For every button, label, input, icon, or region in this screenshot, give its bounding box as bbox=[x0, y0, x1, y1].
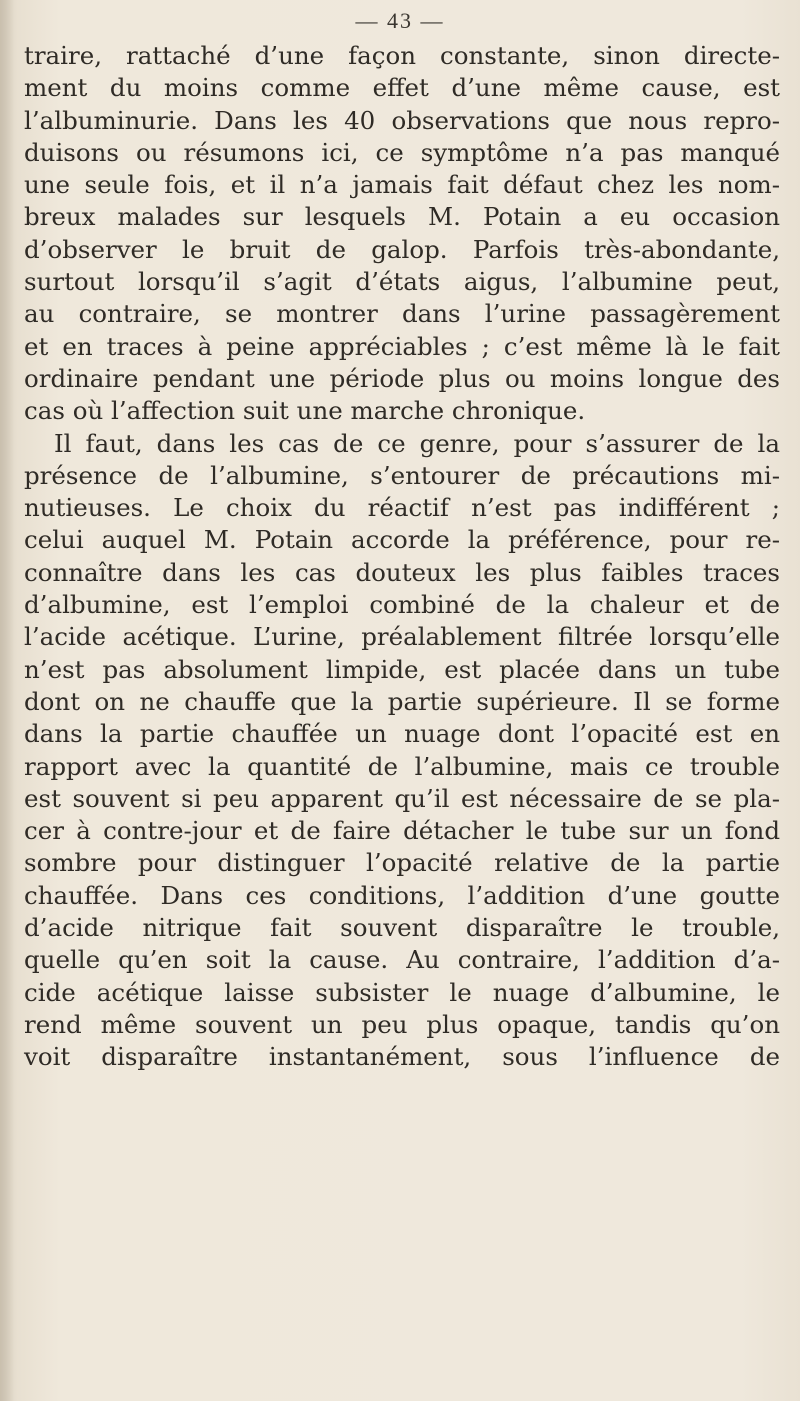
text-line: sombre pour distinguer l’opacité relative de la partie bbox=[24, 848, 780, 878]
text-line: dans la partie chauffée un nuage dont l’opacité est en bbox=[24, 719, 780, 749]
text-line: cide acétique laisse subsister le nuage d’albumine, le bbox=[24, 977, 780, 1007]
text-line: présence de l’albumine, s’entourer de précautions mi- bbox=[24, 460, 780, 490]
page-number: — 43 — bbox=[355, 8, 445, 33]
text-line: n’est pas absolument limpide, est placée dans un tube bbox=[24, 654, 780, 684]
text-line: duisons ou résumons ici, ce symptôme n’a pas manqué bbox=[24, 137, 780, 167]
text-line: au contraire, se montrer dans l’urine passagèrement bbox=[24, 299, 780, 329]
text-line: l’acide acétique. L’urine, préalablement filtrée lorsqu’elle bbox=[24, 622, 780, 652]
text-line: ordinaire pendant une période plus ou moins longue des bbox=[24, 363, 780, 393]
text-line: d’observer le bruit de galop. Parfois très-abondante, bbox=[24, 234, 780, 264]
text-line: celui auquel M. Potain accorde la préférence, pour re- bbox=[24, 525, 780, 555]
text-line: breux malades sur lesquels M. Potain a eu occasion bbox=[24, 202, 780, 232]
paragraph-2 bbox=[24, 428, 780, 1074]
text-line: rend même souvent un peu plus opaque, tandis qu’on bbox=[24, 1009, 780, 1039]
body-text bbox=[24, 40, 780, 1074]
text-line: d’albumine, est l’emploi combiné de la chaleur et de bbox=[24, 590, 780, 620]
text-line: quelle qu’en soit la cause. Au contraire, l’addition d’a- bbox=[24, 945, 780, 975]
text-line: dont on ne chauffe que la partie supérieure. Il se forme bbox=[24, 686, 780, 716]
binding-shadow bbox=[0, 0, 14, 1401]
text-line: cer à contre-jour et de faire détacher le tube sur un fond bbox=[24, 816, 780, 846]
text-line: ment du moins comme effet d’une même cause, est bbox=[24, 73, 780, 103]
text-line: surtout lorsqu’il s’agit d’états aigus, l’albumine peut, bbox=[24, 267, 780, 297]
text-line: voit disparaître instantanément, sous l’influence de bbox=[24, 1042, 780, 1072]
text-line: connaître dans les cas douteux les plus faibles traces bbox=[24, 557, 780, 587]
text-line: l’albuminurie. Dans les 40 observations que nous repro- bbox=[24, 105, 780, 135]
text-line: chauffée. Dans ces conditions, l’addition d’une goutte bbox=[24, 880, 780, 910]
text-line: une seule fois, et il n’a jamais fait défaut chez les nom- bbox=[24, 170, 780, 200]
text-line: est souvent si peu apparent qu’il est nécessaire de se pla- bbox=[24, 783, 780, 813]
text-line: rapport avec la quantité de l’albumine, mais ce trouble bbox=[24, 751, 780, 781]
text-line: et en traces à peine appréciables ; c’est même là le fait bbox=[24, 331, 780, 361]
text-line: cas où l’affection suit une marche chronique. bbox=[24, 396, 586, 426]
paragraph-1 bbox=[24, 40, 780, 428]
text-line: Il faut, dans les cas de ce genre, pour s’assurer de la bbox=[54, 428, 780, 458]
text-line: nutieuses. Le choix du réactif n’est pas indifférent ; bbox=[24, 493, 780, 523]
text-line: traire, rattaché d’une façon constante, sinon directe- bbox=[24, 41, 780, 70]
text-line: d’acide nitrique fait souvent disparaître le trouble, bbox=[24, 913, 780, 943]
